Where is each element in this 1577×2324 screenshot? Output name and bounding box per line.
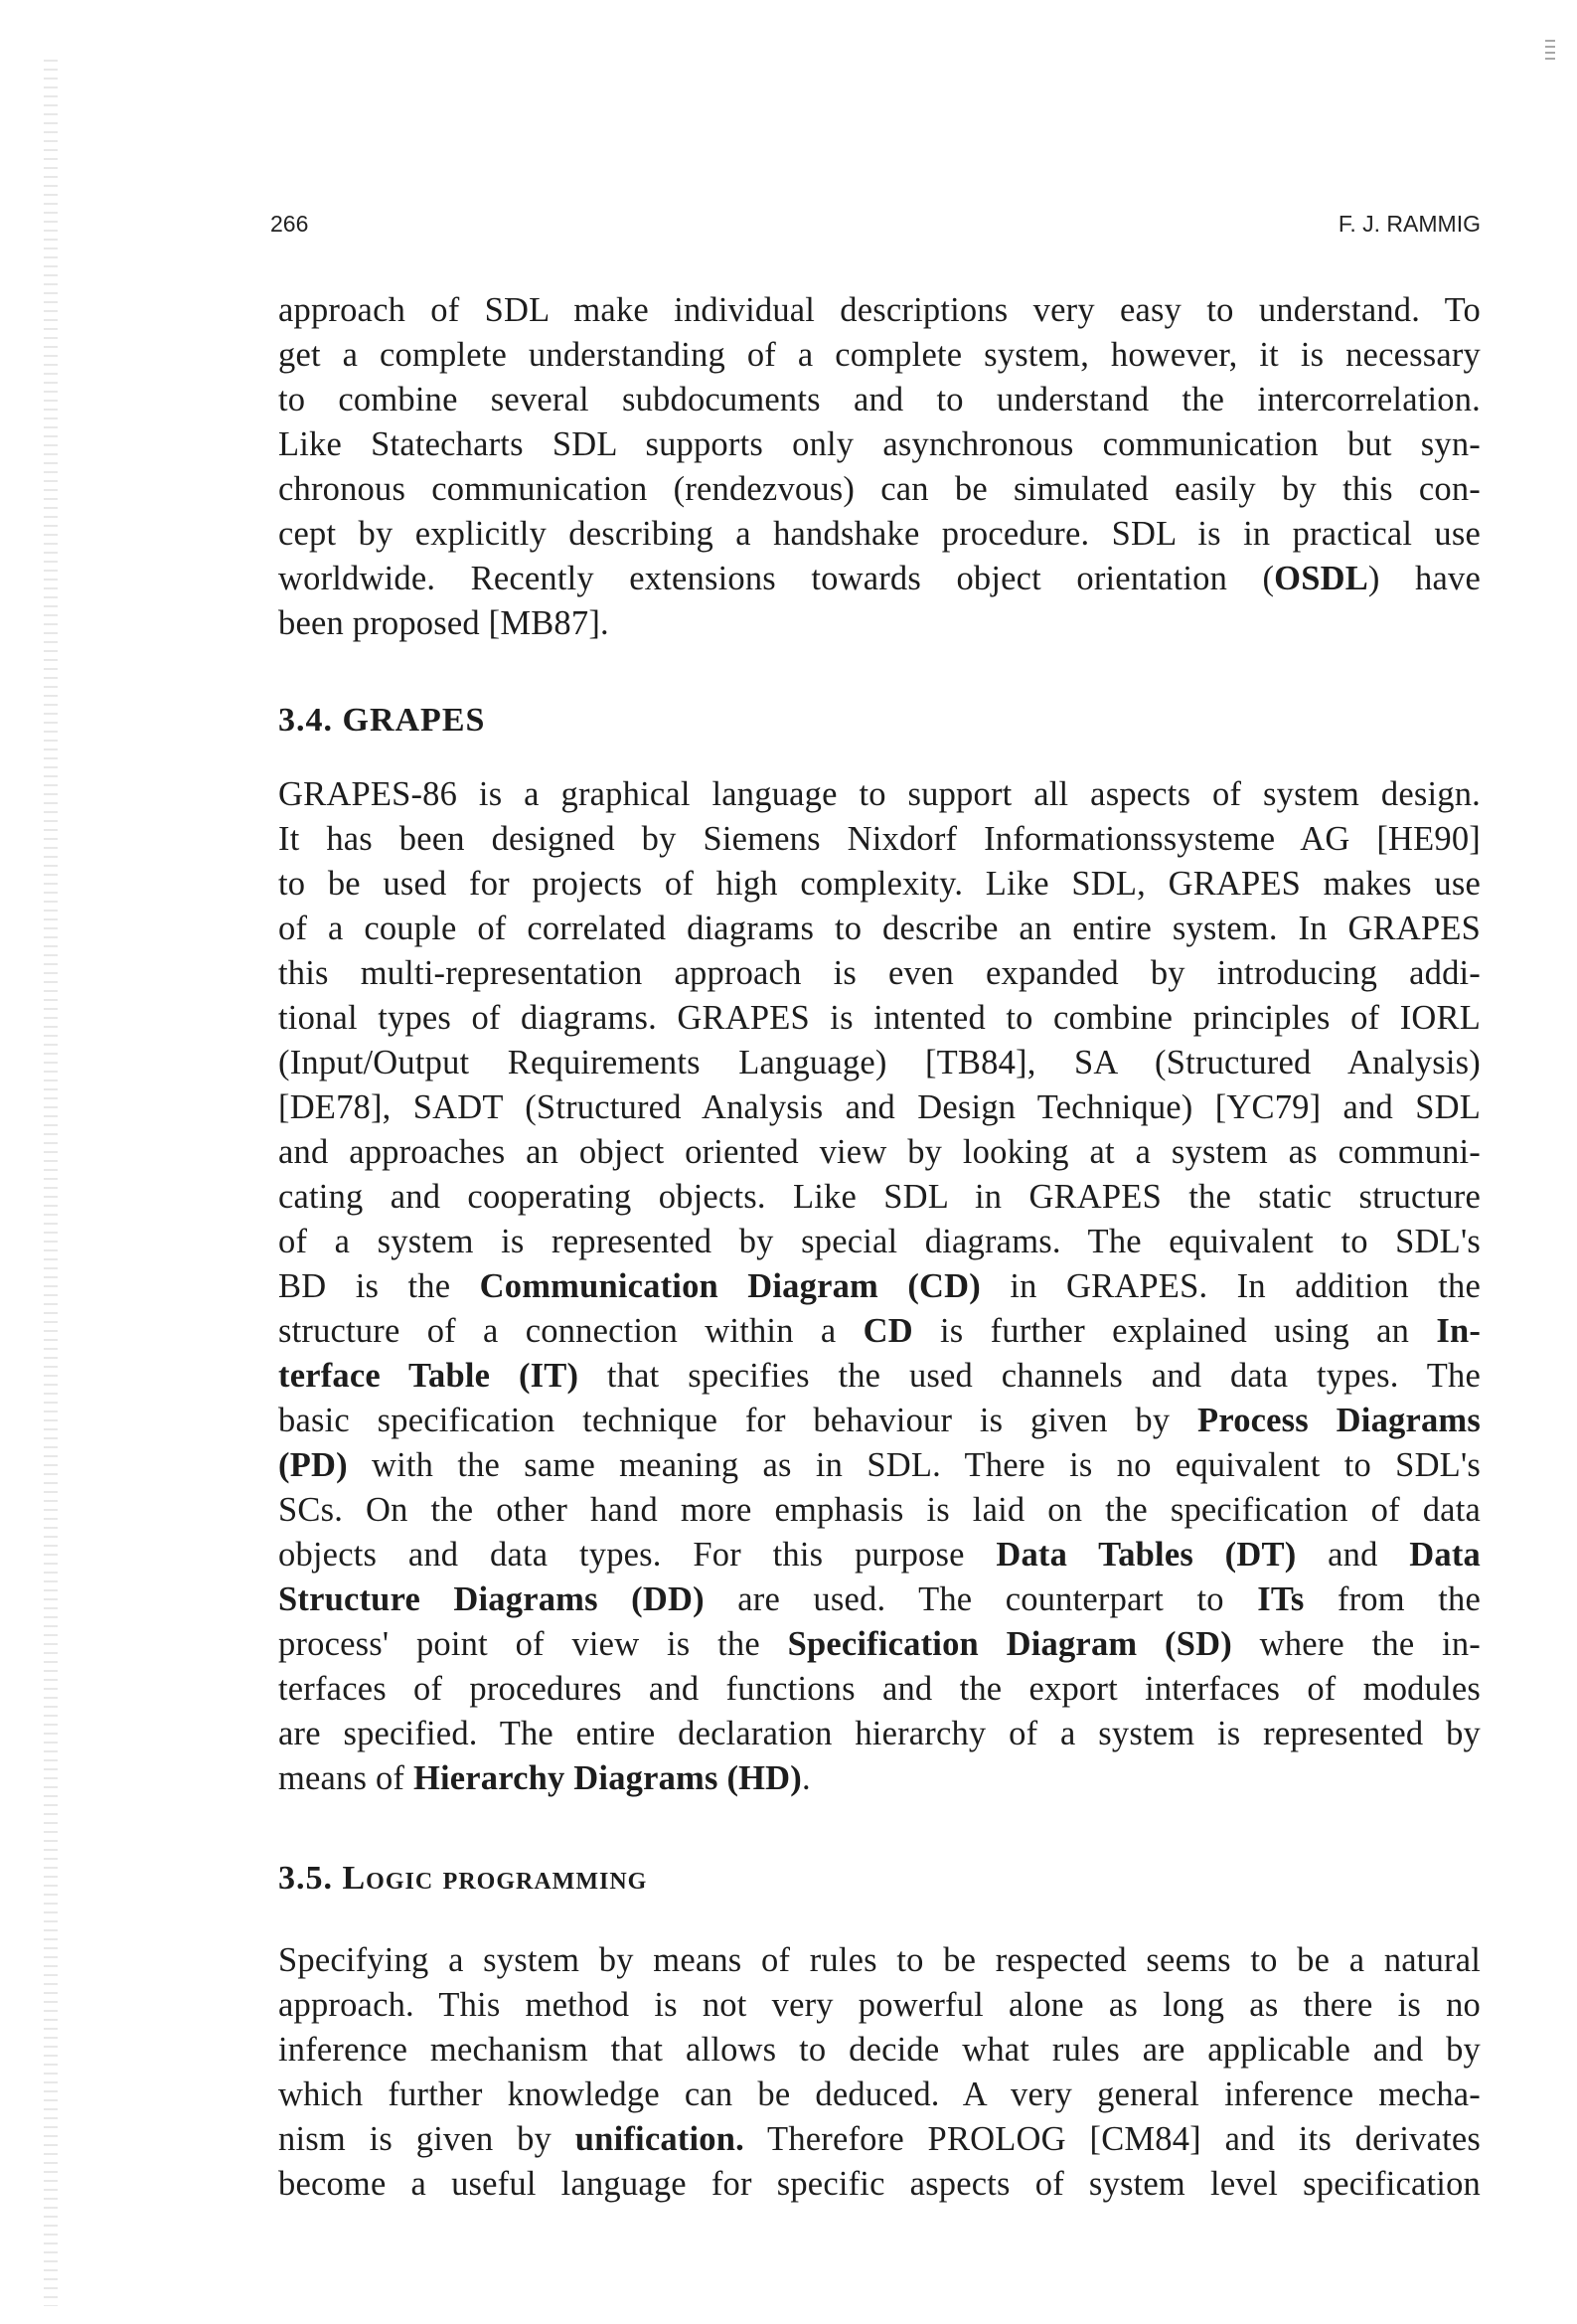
text-line: (Input/Output Requirements Language) [TB84], SA (Structured Analysis) xyxy=(278,1044,1481,1081)
text-line xyxy=(278,1533,1481,1577)
text-line: terfaces of procedures and functions and the export interfaces of modules xyxy=(278,1670,1481,1708)
text-span: Therefore PROLOG [CM84] and its derivates xyxy=(743,2120,1482,2158)
text-line: Specifying a system by means of rules to be respected seems to be a natural xyxy=(278,1941,1481,1979)
term-specification-diagram: Specification Diagram (SD) xyxy=(787,1625,1232,1663)
term-data-structure-diagrams: Structure Diagrams (DD) xyxy=(278,1580,705,1618)
text-line: [DE78], SADT (Structured Analysis and Design Technique) [YC79] and SDL xyxy=(278,1088,1481,1126)
term-communication-diagram: Communication Diagram (CD) xyxy=(479,1267,981,1305)
text-line xyxy=(278,1264,1481,1309)
text-line: tional types of diagrams. GRAPES is intented to combine principles of IORL xyxy=(278,999,1481,1037)
text-span: means of xyxy=(278,1759,413,1797)
text-line: cating and cooperating objects. Like SDL in GRAPES the static structure xyxy=(278,1178,1481,1216)
term-pd: (PD) xyxy=(278,1446,348,1484)
page-number: 266 xyxy=(270,211,309,237)
text-line: SCs. On the other hand more emphasis is laid on the specification of data xyxy=(278,1491,1481,1529)
text-line xyxy=(278,1309,1481,1354)
text-line: and approaches an object oriented view by looking at a system as communi- xyxy=(278,1133,1481,1171)
text-line: to combine several subdocuments and to understand the intercorrelation. xyxy=(278,381,1481,418)
text-line: get a complete understanding of a complete system, however, it is necessary xyxy=(278,336,1481,374)
text-line: inference mechanism that allows to decide what rules are applicable and by xyxy=(278,2031,1481,2069)
text-line: Like Statecharts SDL supports only asynchronous communication but syn- xyxy=(278,425,1481,463)
paragraph-grapes xyxy=(278,772,1481,1801)
text-span: are used. The counterpart to xyxy=(704,1580,1258,1618)
text-span: structure of a connection within a xyxy=(278,1312,864,1350)
text-span: where the in- xyxy=(1231,1625,1481,1663)
term-unification: unification. xyxy=(574,2120,744,2158)
text-line xyxy=(278,1354,1481,1399)
section-number: 3.5. xyxy=(278,1860,333,1897)
text-line: which further knowledge can be deduced. A very general inference mecha- xyxy=(278,2075,1481,2113)
text-line: approach of SDL make individual descriptions very easy to understand. To xyxy=(278,291,1481,329)
term-data-tables: Data Tables (DT) xyxy=(996,1536,1297,1574)
text-span: that specifies the used channels and data types. The xyxy=(578,1357,1481,1395)
text-span: basic specification technique for behaviour is given by xyxy=(278,1402,1198,1439)
running-head-author: F. J. RAMMIG xyxy=(1338,211,1481,237)
text-span: BD is the xyxy=(278,1267,480,1305)
text-line: chronous communication (rendezvous) can be simulated easily by this con- xyxy=(278,470,1481,508)
text-line xyxy=(278,1577,1481,1622)
text-span: objects and data types. For this purpose xyxy=(278,1536,997,1574)
text-line: approach. This method is not very powerful alone as long as there is no xyxy=(278,1986,1481,2024)
text-line: It has been designed by Siemens Nixdorf Informationssysteme AG [HE90] xyxy=(278,820,1481,858)
term-process-diagrams: Process Diagrams xyxy=(1197,1402,1481,1439)
text-span: worldwide. Recently extensions towards object orientation ( xyxy=(278,560,1275,597)
text-line: of a system is represented by special diagrams. The equivalent to SDL's xyxy=(278,1223,1481,1260)
term-interface-table: terface Table (IT) xyxy=(278,1357,579,1395)
term-hierarchy-diagrams: Hierarchy Diagrams (HD) xyxy=(412,1759,802,1797)
text-line xyxy=(278,1756,1481,1801)
text-line xyxy=(278,1443,1481,1488)
text-span: from the xyxy=(1304,1580,1481,1618)
term-data-structure-start: Data xyxy=(1409,1536,1481,1574)
page-body xyxy=(278,288,1481,2207)
text-span: process' point of view is the xyxy=(278,1625,788,1663)
paragraph-logic-programming xyxy=(278,1938,1481,2207)
section-title: Logic programming xyxy=(342,1860,648,1897)
text-line: cept by explicitly describing a handshake procedure. SDL is in practical use xyxy=(278,515,1481,553)
text-line: this multi-representation approach is even expanded by introducing addi- xyxy=(278,954,1481,992)
text-line: become a useful language for specific aspects of system level specification xyxy=(278,2165,1481,2203)
text-line xyxy=(278,1622,1481,1667)
section-number: 3.4. xyxy=(278,702,333,739)
term-osdl: OSDL xyxy=(1274,560,1368,597)
scan-margin-artifact xyxy=(44,60,58,2306)
text-span: ) have xyxy=(1367,560,1481,597)
text-line xyxy=(278,1399,1481,1443)
paragraph-sdl-conclusion xyxy=(278,288,1481,646)
term-cd: CD xyxy=(863,1312,913,1350)
scan-corner-artifact xyxy=(1545,40,1555,60)
term-interface-table-start: In- xyxy=(1436,1312,1482,1350)
text-span: nism is given by xyxy=(278,2120,575,2158)
text-line: of a couple of correlated diagrams to describe an entire system. In GRAPES xyxy=(278,910,1481,947)
text-line xyxy=(278,557,1481,601)
text-span: in GRAPES. In addition the xyxy=(980,1267,1481,1305)
text-span: and xyxy=(1296,1536,1410,1574)
text-span: with the same meaning as in SDL. There is no equivalent to SDL's xyxy=(347,1446,1481,1484)
text-line: been proposed [MB87]. xyxy=(278,604,609,642)
text-span: . xyxy=(801,1759,811,1797)
text-span: is further explained using an xyxy=(912,1312,1437,1350)
text-line: are specified. The entire declaration hierarchy of a system is represented by xyxy=(278,1715,1481,1752)
text-line xyxy=(278,2117,1481,2162)
section-title: GRAPES xyxy=(342,702,486,739)
section-heading-logic-programming xyxy=(278,1856,1481,1901)
text-line: to be used for projects of high complexity. Like SDL, GRAPES makes use xyxy=(278,865,1481,903)
section-heading-grapes xyxy=(278,698,1481,743)
term-its: ITs xyxy=(1257,1580,1305,1618)
text-line: GRAPES-86 is a graphical language to support all aspects of system design. xyxy=(278,775,1481,813)
